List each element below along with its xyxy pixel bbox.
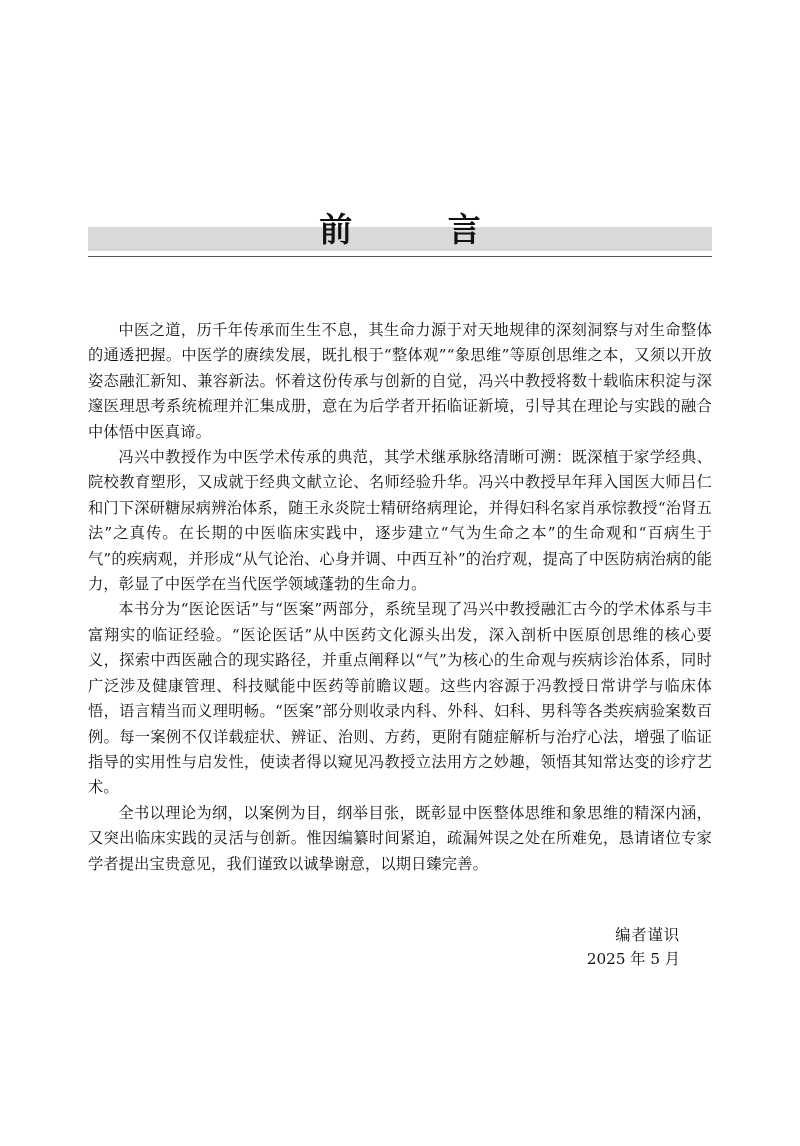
paragraph-2: 冯兴中教授作为中医学术传承的典范，其学术继承脉络清晰可溯：既深植于家学经典、院校教育塑形，又成就于经典文献立论、名师经验升华。冯兴中教授早年拜入国医大师吕仁和门下深研糖尿病辨治体系，随王永炎院士精研络病理论，并得妇科名家肖承悰教授“治肾五法”之真传。在长期的中医临床实践中，逐步建立“气为生命之本”的生命观和“百病生于气”的疾病观，并形成“从气论治、心身并调、中西互补”的治疗观，提高了中医防病治病的能力，彰显了中医学在当代医学领域蓬勃的生命力。 xyxy=(88,448,713,594)
page-title: 前 言 xyxy=(319,210,523,249)
signature-date: 2025 年 5 月 xyxy=(586,950,680,968)
title-divider xyxy=(88,256,712,257)
preface-body xyxy=(88,318,712,877)
paragraph-1: 中医之道，历千年传承而生生不息，其生命力源于对天地规律的深刻洞察与对生命整体的通透把握。中医学的赓续发展，既扎根于“整体观”“象思维”等原创思维之本，又须以开放姿态融汇新知、兼容新法。怀着这份传承与创新的自觉，冯兴中教授将数十载临床积淀与深邃医理思考系统梳理并汇集成册，意在为后学者开拓临证新境，引导其在理论与实践的融合中体悟中医真谛。 xyxy=(88,321,712,441)
signature-author: 编者谨识 xyxy=(615,926,680,944)
paragraph-4: 全书以理论为纲，以案例为目，纲举目张，既彰显中医整体思维和象思维的精深内涵，又突出临床实践的灵活与创新。惟因编纂时间紧迫，疏漏舛误之处在所难免，恳请诸位专家学者提出宝贵意见，我们谨致以诚挚谢意，以期日臻完善。 xyxy=(88,803,712,873)
paragraph-3: 本书分为“医论医话”与“医案”两部分，系统呈现了冯兴中教授融汇古今的学术体系与丰富翔实的临证经验。“医论医话”从中医药文化源头出发，深入剖析中医原创思维的核心要义，探索中西医融合的现实路径，并重点阐释以“气”为核心的生命观与疾病诊治体系，同时广泛涉及健康管理、科技赋能中医药等前瞻议题。这些内容源于冯教授日常讲学与临床体悟，语言精当而义理明畅。“医案”部分则收录内科、外科、妇科、男科等各类疾病验案数百例。每一案例不仅详载症状、辨证、治则、方药，更附有随症解析与治疗心法，增强了临证指导的实用性与启发性，使读者得以窥见冯教授立法用方之妙趣，领悟其知常达变的诊疗艺术。 xyxy=(88,600,712,797)
